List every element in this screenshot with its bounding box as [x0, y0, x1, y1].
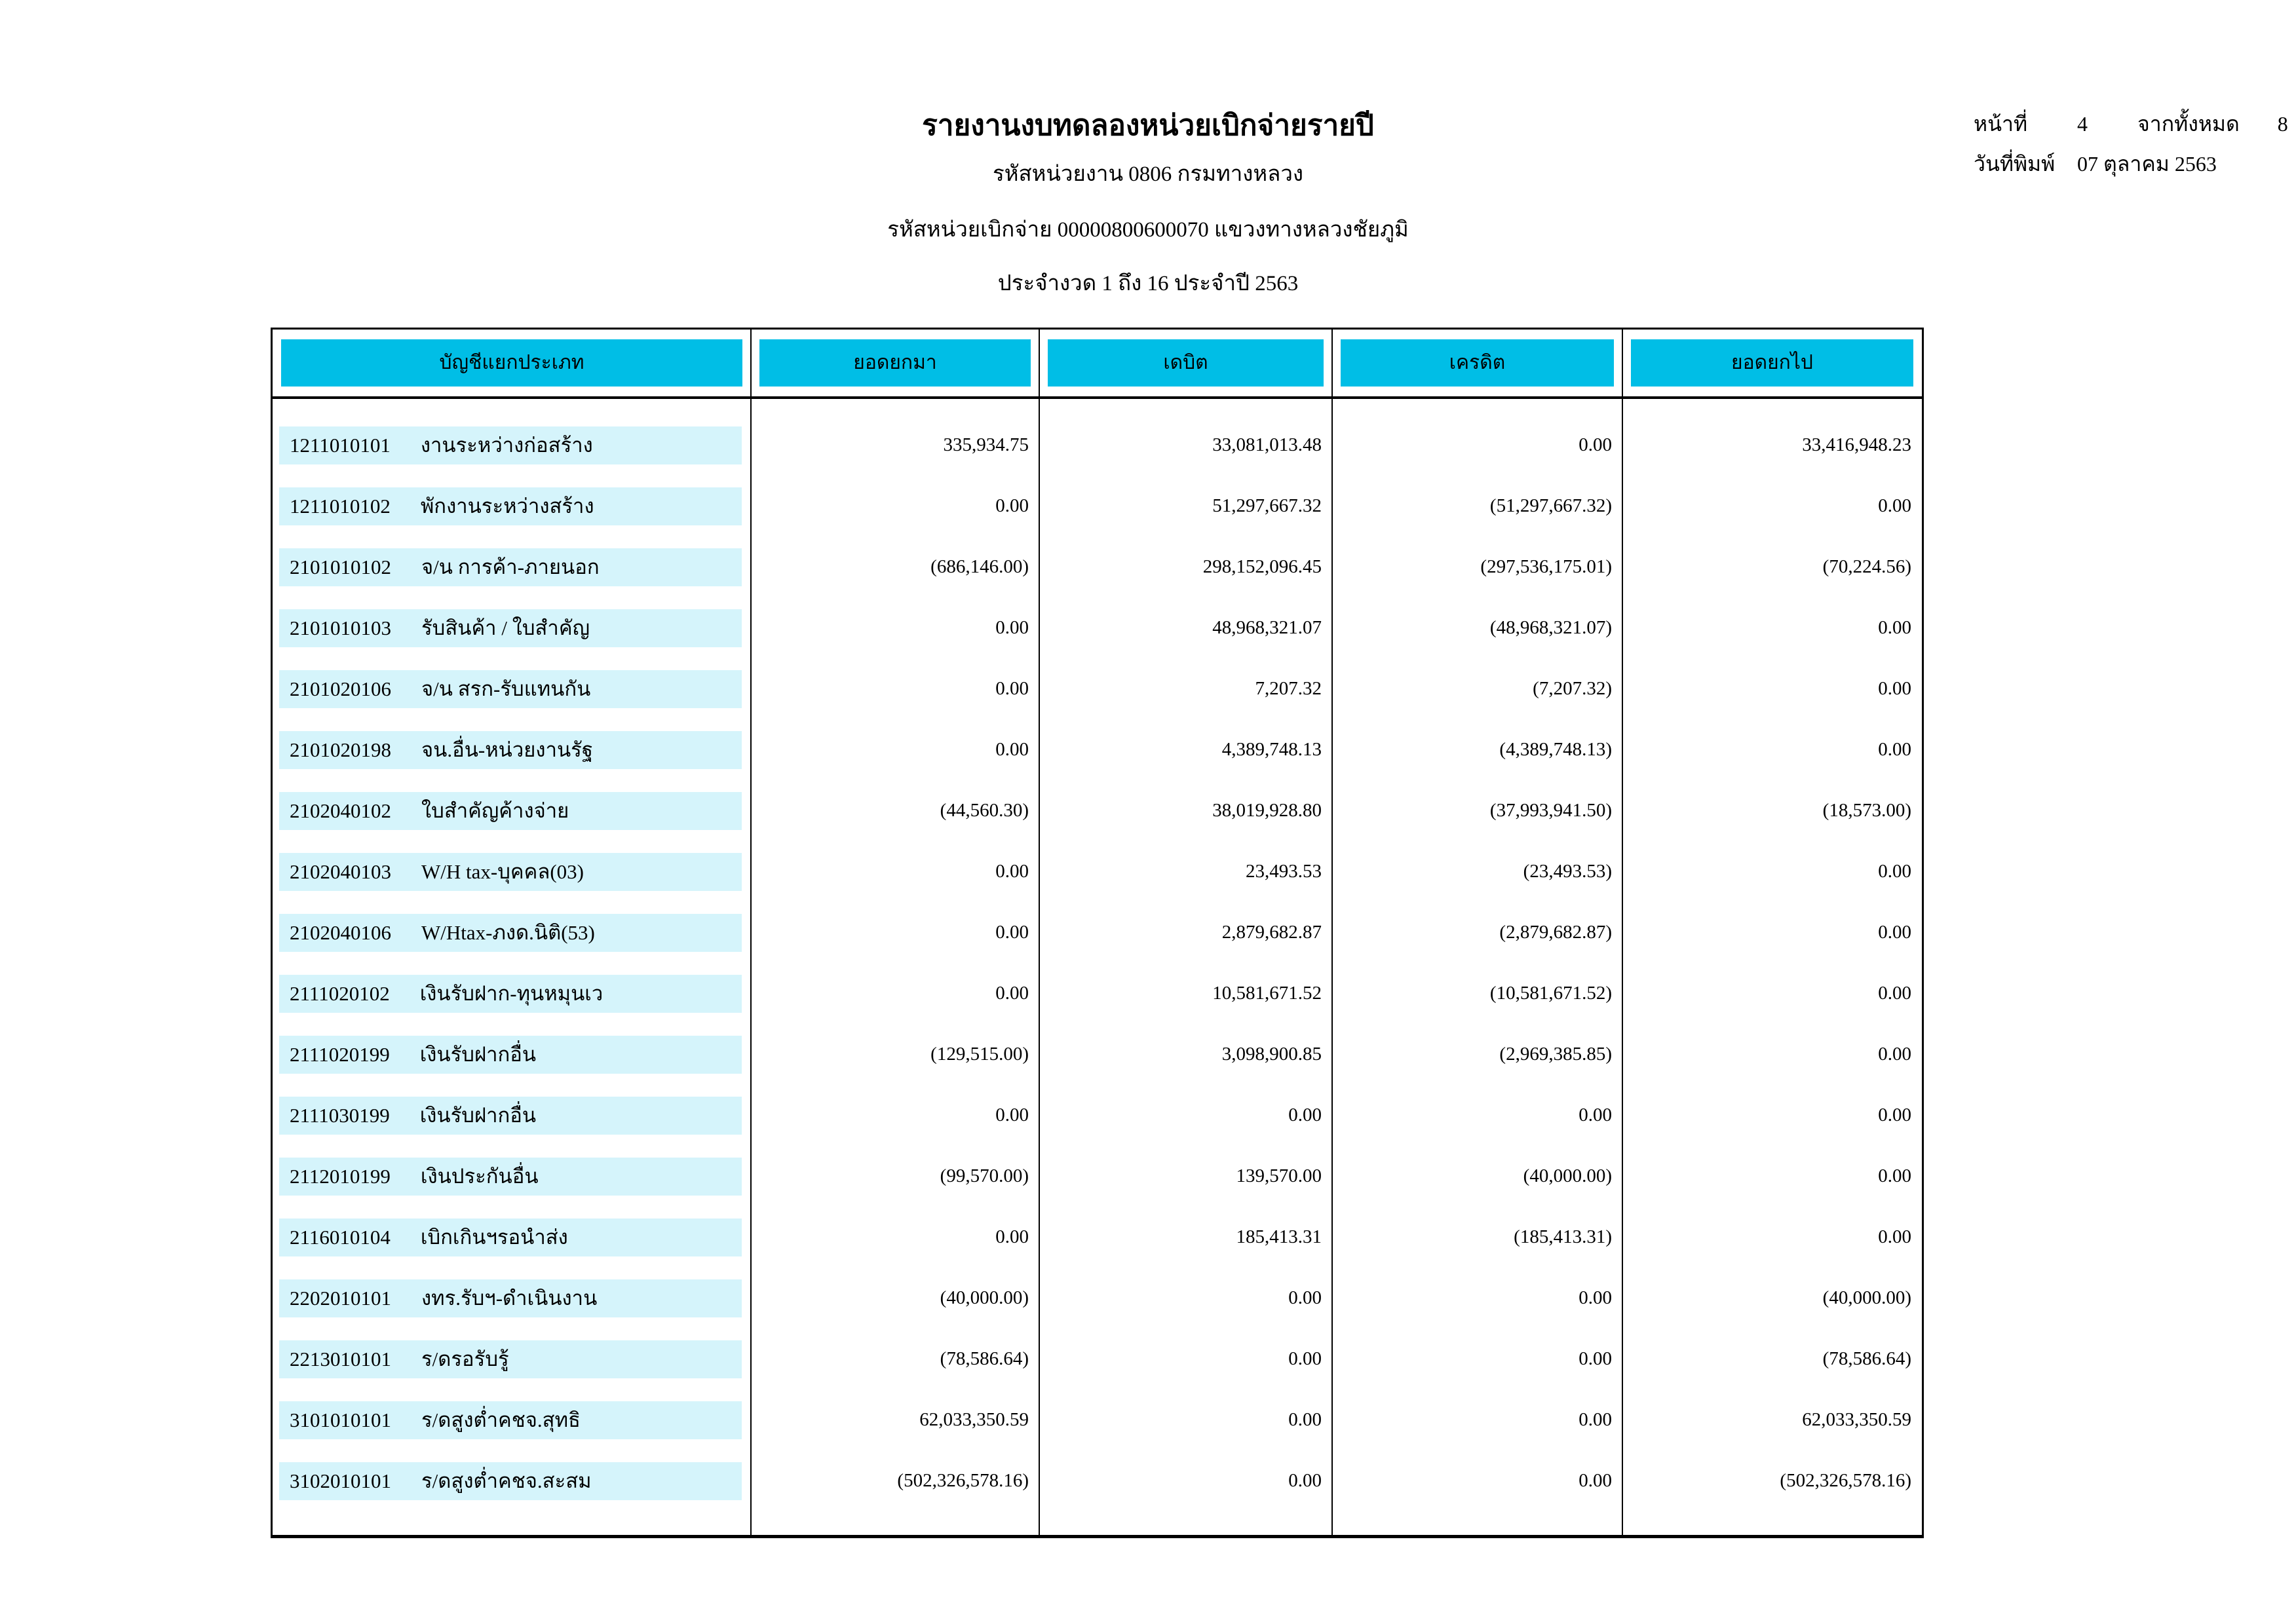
amount-credit: (37,993,941.50)	[1489, 800, 1612, 821]
header-cell-carried-forward	[751, 330, 1039, 396]
amount-carried-over-cell	[1622, 537, 1922, 597]
table-body	[273, 399, 1922, 1535]
amount-debit: 0.00	[1288, 1409, 1322, 1430]
amount-debit-cell	[1039, 841, 1332, 902]
account-code: 2101010102	[290, 556, 391, 578]
amount-credit: (7,207.32)	[1533, 678, 1612, 699]
amount-carried-forward: 0.00	[995, 495, 1029, 516]
amount-carried-forward-cell	[751, 415, 1039, 476]
amount-credit: 0.00	[1578, 434, 1612, 455]
account-code: 2202010101	[290, 1287, 391, 1310]
table-row	[273, 537, 1922, 597]
table-row	[273, 1024, 1922, 1085]
amount-carried-forward-cell	[751, 963, 1039, 1024]
amount-carried-forward: 0.00	[995, 617, 1029, 638]
amount-credit: (297,536,175.01)	[1480, 556, 1612, 577]
account-code: 2213010101	[290, 1348, 391, 1370]
account-name: W/H tax-บุคคล(03)	[421, 860, 584, 883]
amount-debit-cell	[1039, 780, 1332, 841]
amount-credit-cell	[1332, 537, 1622, 597]
amount-carried-over: (70,224.56)	[1822, 556, 1911, 577]
amount-debit: 48,968,321.07	[1212, 617, 1322, 638]
account-cell	[273, 415, 751, 476]
amount-carried-forward-cell	[751, 1389, 1039, 1450]
column-divider	[1331, 330, 1333, 1535]
amount-carried-forward-cell	[751, 902, 1039, 963]
amount-debit-cell	[1039, 1146, 1332, 1207]
account-name: งทร.รับฯ-ดำเนินงาน	[421, 1287, 598, 1310]
header-cell-debit	[1039, 330, 1332, 396]
amount-carried-forward-cell	[751, 1450, 1039, 1511]
account-name: W/Htax-ภงด.นิติ(53)	[421, 921, 595, 944]
total-pages-label: จากทั้งหมด	[2137, 112, 2240, 136]
table-row	[273, 597, 1922, 658]
account-band	[279, 914, 742, 952]
amount-debit: 0.00	[1288, 1348, 1322, 1369]
amount-carried-over: 0.00	[1878, 861, 1911, 882]
amount-carried-forward-cell	[751, 1268, 1039, 1329]
amount-carried-over-cell	[1622, 415, 1922, 476]
column-divider	[1622, 330, 1623, 1535]
amount-carried-over-cell	[1622, 476, 1922, 537]
amount-credit-cell	[1332, 719, 1622, 780]
account-name: เบิกเกินฯรอนำส่ง	[420, 1226, 568, 1249]
account-name: ร/ดรอรับรู้	[421, 1348, 509, 1370]
amount-credit-cell	[1332, 1024, 1622, 1085]
account-band	[279, 426, 742, 464]
amount-debit: 7,207.32	[1255, 678, 1322, 699]
table-row	[273, 902, 1922, 963]
amount-debit: 10,581,671.52	[1212, 983, 1322, 1004]
amount-debit-cell	[1039, 597, 1332, 658]
amount-carried-over-cell	[1622, 1207, 1922, 1268]
amount-debit: 51,297,667.32	[1212, 495, 1322, 516]
table-row	[273, 1207, 1922, 1268]
amount-carried-over-cell	[1622, 780, 1922, 841]
amount-carried-forward-cell	[751, 1024, 1039, 1085]
account-code: 2102040106	[290, 921, 391, 944]
amount-debit-cell	[1039, 1024, 1332, 1085]
table-row	[273, 963, 1922, 1024]
amount-credit: 0.00	[1578, 1287, 1612, 1308]
amount-debit-cell	[1039, 1329, 1332, 1389]
amount-carried-forward: 0.00	[995, 861, 1029, 882]
account-name: ร/ดสูงต่ำคชจ.สะสม	[421, 1469, 592, 1492]
amount-credit-cell	[1332, 902, 1622, 963]
amount-debit: 23,493.53	[1246, 861, 1322, 882]
amount-debit: 298,152,096.45	[1202, 556, 1322, 577]
amount-credit: (40,000.00)	[1523, 1165, 1612, 1186]
account-cell	[273, 1450, 751, 1511]
amount-debit-cell	[1039, 658, 1332, 719]
amount-carried-over: 0.00	[1878, 1105, 1911, 1125]
account-cell	[273, 1389, 751, 1450]
account-name: เงินรับฝากอื่น	[419, 1043, 537, 1066]
account-code: 2116010104	[290, 1226, 391, 1249]
amount-carried-over: (40,000.00)	[1822, 1287, 1911, 1308]
table-row	[273, 1389, 1922, 1450]
account-code: 2111020102	[290, 982, 390, 1005]
amount-credit-cell	[1332, 597, 1622, 658]
amount-credit-cell	[1332, 1146, 1622, 1207]
table-row	[273, 476, 1922, 537]
amount-carried-over: 0.00	[1878, 617, 1911, 638]
account-band	[279, 792, 742, 830]
amount-credit-cell	[1332, 841, 1622, 902]
amount-carried-forward: 0.00	[995, 983, 1029, 1004]
amount-debit-cell	[1039, 1450, 1332, 1511]
account-cell	[273, 841, 751, 902]
amount-carried-forward: 335,934.75	[943, 434, 1029, 455]
account-name: เงินรับฝากอื่น	[419, 1104, 537, 1127]
amount-carried-forward: 0.00	[995, 739, 1029, 760]
account-code: 2101010103	[290, 616, 391, 639]
report-title: รายงานงบทดลองหน่วยเบิกจ่ายรายปี	[922, 109, 1374, 142]
amount-credit-cell	[1332, 415, 1622, 476]
amount-carried-over-cell	[1622, 963, 1922, 1024]
header-label-account: บัญชีแยกประเภท	[281, 339, 742, 387]
header-label-carried-forward: ยอดยกมา	[759, 339, 1031, 387]
total-pages: 8	[2277, 112, 2288, 136]
amount-debit: 38,019,928.80	[1212, 800, 1322, 821]
amount-debit: 3,098,900.85	[1221, 1044, 1322, 1065]
amount-carried-over: 0.00	[1878, 922, 1911, 943]
account-cell	[273, 597, 751, 658]
print-date-label: วันที่พิมพ์	[1974, 152, 2056, 176]
account-name: เงินประกันอื่น	[420, 1165, 539, 1188]
amount-debit: 0.00	[1288, 1105, 1322, 1125]
amount-credit-cell	[1332, 658, 1622, 719]
table-row	[273, 780, 1922, 841]
account-band	[279, 1340, 742, 1378]
account-name: เงินรับฝาก-ทุนหมุนเว	[419, 982, 603, 1005]
amount-carried-forward: (44,560.30)	[940, 800, 1029, 821]
header-cell-account	[273, 330, 751, 396]
report-header	[0, 110, 2296, 295]
amount-debit-cell	[1039, 537, 1332, 597]
amount-carried-forward: (99,570.00)	[940, 1165, 1029, 1186]
amount-carried-forward-cell	[751, 1207, 1039, 1268]
amount-credit-cell	[1332, 780, 1622, 841]
amount-carried-over: 0.00	[1878, 1044, 1911, 1065]
amount-carried-forward-cell	[751, 841, 1039, 902]
amount-credit: (23,493.53)	[1523, 861, 1612, 882]
amount-carried-over: (18,573.00)	[1822, 800, 1911, 821]
account-code: 2111030199	[290, 1104, 390, 1127]
amount-carried-forward-cell	[751, 1085, 1039, 1146]
account-code: 3102010101	[290, 1469, 391, 1492]
account-band	[279, 487, 742, 525]
account-code: 2101020198	[290, 738, 391, 761]
amount-carried-over-cell	[1622, 658, 1922, 719]
print-date: 07 ตุลาคม 2563	[2077, 152, 2217, 176]
account-cell	[273, 780, 751, 841]
amount-debit-cell	[1039, 415, 1332, 476]
table-row	[273, 719, 1922, 780]
amount-carried-forward: (40,000.00)	[940, 1287, 1029, 1308]
amount-carried-over: 0.00	[1878, 1165, 1911, 1186]
header-label-credit: เครดิต	[1341, 339, 1614, 387]
account-cell	[273, 963, 751, 1024]
amount-credit-cell	[1332, 1085, 1622, 1146]
account-band	[279, 731, 742, 769]
header-cell-credit	[1332, 330, 1622, 396]
amount-credit: (48,968,321.07)	[1489, 617, 1612, 638]
amount-carried-forward: 0.00	[995, 922, 1029, 943]
table-row	[273, 658, 1922, 719]
amount-carried-over: 0.00	[1878, 983, 1911, 1004]
account-band	[279, 1158, 742, 1196]
account-code: 2111020199	[290, 1043, 390, 1066]
amount-credit-cell	[1332, 1207, 1622, 1268]
account-name: ใบสำคัญค้างจ่าย	[421, 799, 569, 822]
amount-carried-forward: 0.00	[995, 678, 1029, 699]
amount-debit-cell	[1039, 1268, 1332, 1329]
table-row	[273, 1146, 1922, 1207]
amount-carried-over-cell	[1622, 1389, 1922, 1450]
account-cell	[273, 1207, 751, 1268]
amount-carried-over: 0.00	[1878, 739, 1911, 760]
amount-credit: 0.00	[1578, 1348, 1612, 1369]
amount-carried-over-cell	[1622, 1268, 1922, 1329]
account-name: จ/น การค้า-ภายนอก	[421, 556, 600, 578]
amount-carried-over: 33,416,948.23	[1802, 434, 1911, 455]
amount-debit-cell	[1039, 1389, 1332, 1450]
amount-debit: 4,389,748.13	[1221, 739, 1322, 760]
amount-credit-cell	[1332, 476, 1622, 537]
account-code: 1211010101	[290, 434, 391, 457]
account-band	[279, 1279, 742, 1317]
amount-credit: 0.00	[1578, 1409, 1612, 1430]
amount-carried-forward-cell	[751, 780, 1039, 841]
account-band	[279, 548, 742, 586]
amount-carried-forward: (129,515.00)	[930, 1044, 1029, 1065]
account-code: 2112010199	[290, 1165, 391, 1188]
amount-credit: (185,413.31)	[1514, 1226, 1612, 1247]
account-band	[279, 670, 742, 708]
account-name: จน.อื่น-หน่วยงานรัฐ	[421, 738, 593, 761]
page-number: 4	[2077, 112, 2088, 136]
amount-debit: 2,879,682.87	[1221, 922, 1322, 943]
amount-credit-cell	[1332, 1450, 1622, 1511]
amount-carried-forward: 0.00	[995, 1226, 1029, 1247]
account-name: ร/ดสูงต่ำคชจ.สุทธิ	[421, 1408, 581, 1431]
account-cell	[273, 658, 751, 719]
header-cell-carried-over	[1622, 330, 1922, 396]
amount-carried-over-cell	[1622, 597, 1922, 658]
account-band	[279, 1036, 742, 1074]
amount-credit: (10,581,671.52)	[1489, 983, 1612, 1004]
account-code: 3101010101	[290, 1408, 391, 1431]
amount-carried-forward: (78,586.64)	[940, 1348, 1029, 1369]
amount-credit: (2,879,682.87)	[1499, 922, 1612, 943]
header-label-debit: เดบิต	[1048, 339, 1324, 387]
account-cell	[273, 719, 751, 780]
amount-carried-over-cell	[1622, 1146, 1922, 1207]
account-cell	[273, 476, 751, 537]
account-cell	[273, 1329, 751, 1389]
account-cell	[273, 1146, 751, 1207]
amount-carried-forward: 0.00	[995, 1105, 1029, 1125]
table-row	[273, 415, 1922, 476]
amount-carried-over-cell	[1622, 719, 1922, 780]
table-row	[273, 1085, 1922, 1146]
amount-carried-over: (78,586.64)	[1822, 1348, 1911, 1369]
amount-debit-cell	[1039, 963, 1332, 1024]
table-header-row	[273, 330, 1922, 399]
amount-credit-cell	[1332, 1329, 1622, 1389]
amount-carried-forward: 62,033,350.59	[919, 1409, 1029, 1430]
amount-carried-forward-cell	[751, 1146, 1039, 1207]
amount-credit: (2,969,385.85)	[1499, 1044, 1612, 1065]
amount-credit: 0.00	[1578, 1105, 1612, 1125]
amount-credit: (4,389,748.13)	[1499, 739, 1612, 760]
amount-debit-cell	[1039, 902, 1332, 963]
amount-carried-over: (502,326,578.16)	[1780, 1470, 1911, 1491]
account-band	[279, 1097, 742, 1135]
table-row	[273, 1329, 1922, 1389]
table-row	[273, 1450, 1922, 1511]
trial-balance-table	[271, 328, 1924, 1538]
amount-carried-over-cell	[1622, 902, 1922, 963]
amount-carried-forward-cell	[751, 476, 1039, 537]
account-cell	[273, 1024, 751, 1085]
amount-credit-cell	[1332, 1268, 1622, 1329]
account-cell	[273, 902, 751, 963]
header-label-carried-over: ยอดยกไป	[1631, 339, 1913, 387]
account-cell	[273, 537, 751, 597]
account-band	[279, 1218, 742, 1256]
account-cell	[273, 1268, 751, 1329]
account-code: 1211010102	[290, 495, 391, 518]
amount-carried-over-cell	[1622, 1024, 1922, 1085]
amount-carried-forward: (686,146.00)	[930, 556, 1029, 577]
account-name: รับสินค้า / ใบสำคัญ	[421, 616, 590, 639]
amount-carried-over: 0.00	[1878, 1226, 1911, 1247]
account-code: 2102040103	[290, 860, 391, 883]
column-divider	[750, 330, 752, 1535]
table-row	[273, 841, 1922, 902]
amount-carried-over: 0.00	[1878, 678, 1911, 699]
amount-carried-forward-cell	[751, 1329, 1039, 1389]
amount-credit-cell	[1332, 963, 1622, 1024]
amount-debit: 0.00	[1288, 1470, 1322, 1491]
amount-debit: 139,570.00	[1236, 1165, 1322, 1186]
amount-carried-forward-cell	[751, 537, 1039, 597]
amount-carried-over-cell	[1622, 1329, 1922, 1389]
account-name: พักงานระหว่างสร้าง	[420, 495, 594, 518]
amount-debit: 33,081,013.48	[1212, 434, 1322, 455]
amount-debit: 185,413.31	[1236, 1226, 1322, 1247]
amount-debit-cell	[1039, 1207, 1332, 1268]
amount-debit-cell	[1039, 1085, 1332, 1146]
agency-code-line: รหัสหน่วยงาน 0806 กรมทางหลวง	[993, 162, 1303, 187]
disbursement-unit-line: รหัสหน่วยเบิกจ่าย 00000800600070 แขวงทางหลวงชัยภูมิ	[887, 217, 1409, 242]
amount-credit: 0.00	[1578, 1470, 1612, 1491]
amount-credit-cell	[1332, 1389, 1622, 1450]
column-divider	[1039, 330, 1040, 1535]
amount-carried-over-cell	[1622, 1450, 1922, 1511]
page-label: หน้าที่	[1974, 112, 2028, 136]
table-row	[273, 1268, 1922, 1329]
amount-debit: 0.00	[1288, 1287, 1322, 1308]
amount-credit: (51,297,667.32)	[1489, 495, 1612, 516]
amount-debit-cell	[1039, 719, 1332, 780]
amount-carried-over-cell	[1622, 841, 1922, 902]
account-code: 2101020106	[290, 677, 391, 700]
amount-debit-cell	[1039, 476, 1332, 537]
account-cell	[273, 1085, 751, 1146]
account-band	[279, 975, 742, 1013]
amount-carried-over: 0.00	[1878, 495, 1911, 516]
account-band	[279, 1462, 742, 1500]
account-name: งานระหว่างก่อสร้าง	[420, 434, 593, 457]
amount-carried-over-cell	[1622, 1085, 1922, 1146]
amount-carried-forward-cell	[751, 719, 1039, 780]
account-band	[279, 609, 742, 647]
amount-carried-over: 62,033,350.59	[1802, 1409, 1911, 1430]
amount-carried-forward: (502,326,578.16)	[897, 1470, 1029, 1491]
account-band	[279, 1401, 742, 1439]
account-name: จ/น สรก-รับแทนกัน	[421, 677, 591, 700]
account-band	[279, 853, 742, 891]
amount-carried-forward-cell	[751, 658, 1039, 719]
period-line: ประจำงวด 1 ถึง 16 ประจำปี 2563	[997, 271, 1299, 295]
account-code: 2102040102	[290, 799, 391, 822]
amount-carried-forward-cell	[751, 597, 1039, 658]
